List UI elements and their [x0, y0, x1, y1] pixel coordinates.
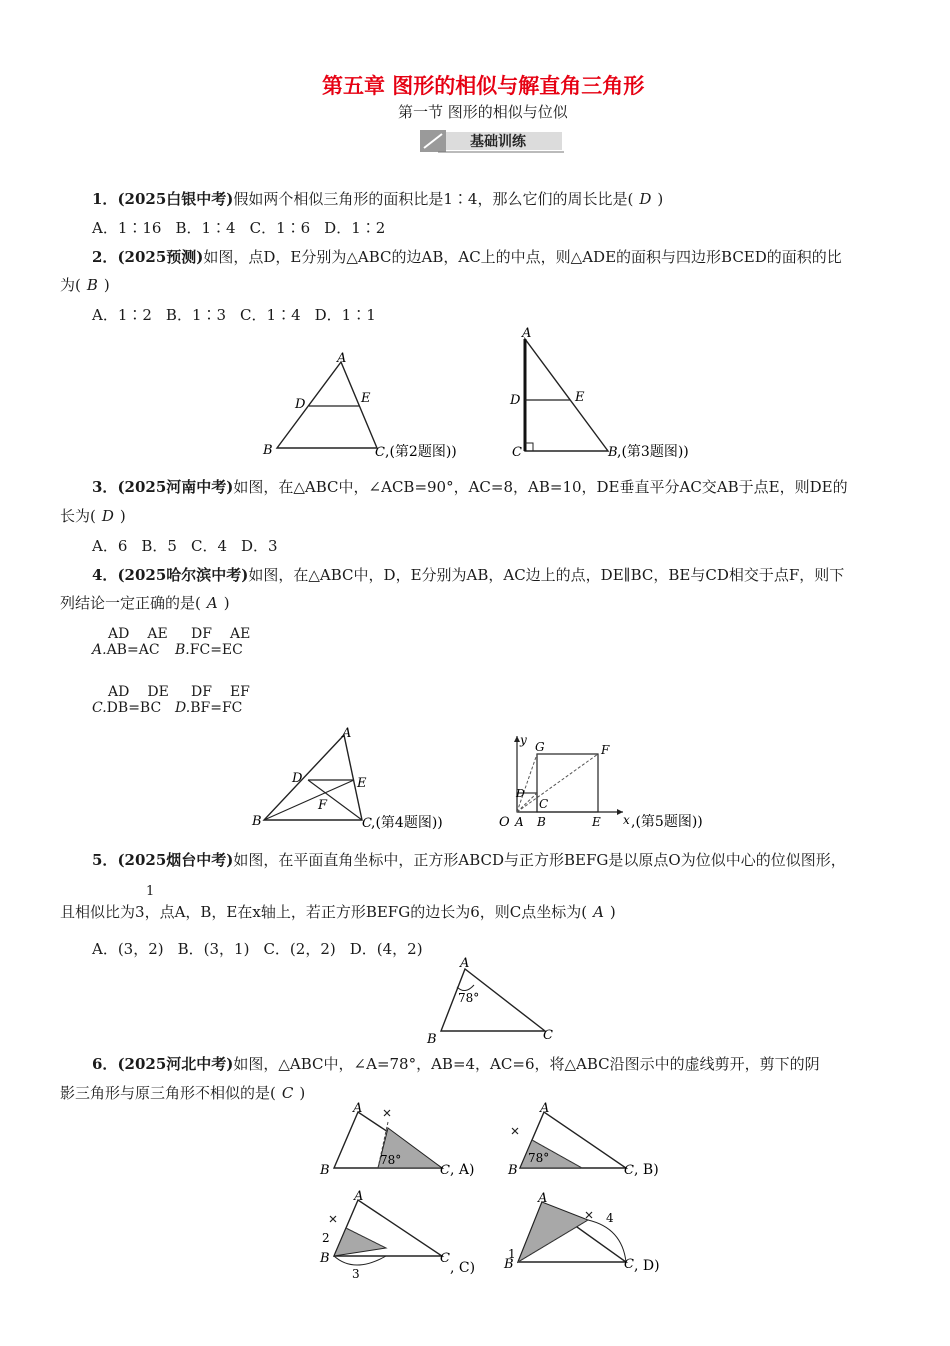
fig6c-label-a: A: [354, 1190, 364, 1204]
q3-option-c[interactable]: C．4: [190, 537, 227, 555]
fig4-caption: ,(第4题图)): [371, 815, 443, 831]
answer-3: D: [101, 507, 114, 525]
figure-5: [495, 730, 735, 835]
answer-5: A: [593, 903, 604, 921]
fig6a-angle: 78°: [380, 1153, 402, 1167]
q3-option-b[interactable]: B．5: [141, 537, 177, 555]
figure-6-option-a: [318, 1100, 488, 1182]
fig6b-caption: , B): [634, 1162, 659, 1178]
q2-options: [92, 304, 376, 325]
fig3-label-c: C: [512, 445, 522, 460]
fig2-caption: ,(第2题图)): [385, 444, 457, 460]
fig4-label-c: C: [362, 816, 372, 831]
fig6d-caption: , D): [634, 1258, 660, 1274]
q2-option-a[interactable]: A．1∶2: [92, 306, 152, 324]
q5-fraction-denominator: 3: [135, 903, 145, 921]
fig3-caption: ,(第3题图)): [617, 444, 689, 460]
fig6a-label-b: B: [320, 1163, 330, 1178]
fig6b-label-a: A: [540, 1101, 550, 1116]
section-subtitle: 第一节 图形的相似与位似: [398, 103, 568, 121]
fig5-label-g: G: [535, 740, 545, 754]
fig6c-length-3: 3: [352, 1267, 360, 1280]
fig2-label-c: C: [375, 445, 385, 460]
q3-options: [92, 535, 278, 556]
fig6d-length-1: 1: [508, 1247, 516, 1261]
fig6c-label-b: B: [320, 1251, 330, 1266]
question-1: 1．(2025白银中考)假如两个相似三角形的面积比是1∶4，那么它们的周长比是( D ): [92, 190, 664, 208]
fig5-label-o: O: [499, 815, 510, 830]
fig6b-label-c: C: [624, 1163, 634, 1178]
question-4-cont: 列结论一定正确的是( A ): [60, 594, 230, 612]
q3-option-a[interactable]: A．6: [92, 537, 128, 555]
q1-option-b[interactable]: B．1∶4: [175, 219, 236, 237]
figure-6-option-c: [318, 1190, 488, 1280]
q5-option-d[interactable]: D．(4，2): [349, 940, 423, 958]
fig3-label-a: A: [522, 326, 532, 341]
figure-6-option-d: [502, 1190, 672, 1280]
answer-6: C: [281, 1084, 294, 1102]
question-3: 3．(2025河南中考)如图，在△ABC中，∠ACB=90°，AC=8，AB=10，DE垂直平分AC交AB于点E，则DE的: [92, 478, 848, 496]
q4-option-b[interactable]: DF AE B.FC=EC: [175, 626, 251, 658]
fig4-label-f: F: [318, 798, 328, 813]
fig3-label-d: D: [510, 393, 521, 408]
q4-option-c[interactable]: AD DE C.DB=BC: [92, 684, 169, 716]
q2-option-c[interactable]: C．1∶4: [240, 306, 301, 324]
q5-option-c[interactable]: C．(2，2): [263, 940, 336, 958]
figure-4: [250, 725, 490, 835]
question-6: 6．(2025河北中考)如图，△ABC中，∠A=78°，AB=4，AC=6，将△ABC沿图示中的虚线剪开，剪下的阴: [92, 1055, 820, 1073]
fig6c-caption: , C): [450, 1260, 476, 1276]
basic-training-badge: [418, 128, 564, 154]
fig6-angle: 78°: [458, 991, 480, 1005]
q4-option-a[interactable]: AD AE A.AB=AC: [92, 626, 168, 658]
fig5-label-d: D: [516, 787, 525, 800]
chapter-title: 第五章 图形的相似与解直角三角形: [322, 74, 645, 98]
fig6-label-b: B: [427, 1032, 437, 1043]
answer-1: D: [639, 190, 652, 208]
q2-option-b[interactable]: B．1∶3: [165, 306, 227, 324]
fig3-label-b: B: [608, 445, 618, 460]
q5-option-a[interactable]: A．(3，2): [92, 940, 164, 958]
fig6-label-c: C: [543, 1028, 553, 1043]
question-3-cont: 长为( D ): [60, 507, 126, 525]
answer-2: B: [86, 276, 98, 294]
figure-6-option-b: [502, 1100, 672, 1182]
q2-option-d[interactable]: D．1∶1: [314, 306, 376, 324]
question-6-cont: 影三角形与原三角形不相似的是( C ): [60, 1084, 306, 1102]
q1-options: [92, 217, 385, 238]
fig5-label-c: C: [539, 797, 549, 811]
badge-text: 基础训练: [470, 134, 526, 150]
fig6b-label-b: B: [508, 1163, 518, 1178]
fig6a-caption: , A): [450, 1162, 475, 1178]
fig5-label-f: F: [601, 743, 610, 757]
fig3-label-e: E: [575, 390, 585, 405]
q1-option-d[interactable]: D．1∶2: [324, 219, 386, 237]
fig2-label-a: A: [337, 351, 347, 366]
answer-4: A: [206, 594, 218, 612]
fig6d-length-4: 4: [606, 1211, 614, 1225]
fig6d-label-a: A: [538, 1191, 548, 1206]
question-5-cont: 且相似比为3，点A，B，E在x轴上，若正方形BEFG的边长为6，则C点坐标为( A ): [60, 903, 616, 921]
q1-option-c[interactable]: C．1∶6: [249, 219, 311, 237]
fig6-label-a: A: [460, 956, 470, 971]
fig6a-label-c: C: [440, 1163, 450, 1178]
q1-option-a[interactable]: A．1∶16: [92, 219, 162, 237]
figure-6: [425, 955, 565, 1043]
fig5-label-e: E: [592, 815, 601, 829]
fig5-label-a: A: [515, 815, 524, 829]
fig4-label-b: B: [252, 814, 262, 829]
fig4-label-e: E: [357, 776, 367, 791]
q3-option-d[interactable]: D．3: [241, 537, 278, 555]
fig5-label-y: y: [520, 733, 527, 747]
question-2-cont: 为( B ): [60, 276, 110, 294]
fig6a-label-a: A: [353, 1101, 363, 1116]
fig2-label-b: B: [263, 443, 273, 458]
q5-option-b[interactable]: B．(3，1): [177, 940, 250, 958]
fig6b-angle: 78°: [528, 1151, 550, 1165]
fig5-caption: ,(第5题图)): [631, 814, 703, 830]
fig2-label-e: E: [361, 391, 371, 406]
fig6d-label-c: C: [624, 1257, 634, 1272]
fig5-label-b: B: [537, 815, 546, 829]
fig6c-length-2: 2: [322, 1231, 330, 1245]
fig6c-label-c: C: [440, 1251, 450, 1266]
question-5: 5．(2025烟台中考)如图，在平面直角坐标中，正方形ABCD与正方形BEFG是以原点O为位似中心的位似图形，: [92, 851, 846, 869]
figure-3: [500, 325, 740, 465]
question-2: 2．(2025预测)如图，点D，E分别为△ABC的边AB，AC上的中点，则△ADE的面积与四边形BCED的面积的比: [92, 248, 842, 266]
fig4-label-a: A: [342, 726, 352, 741]
q5-options: [92, 938, 423, 959]
fig5-label-x: x: [623, 813, 630, 827]
fig6d-label-b: B: [504, 1257, 514, 1272]
q4-option-d[interactable]: DF EF D.BF=FC: [175, 684, 250, 716]
q5-fraction-numerator: 1: [146, 884, 155, 899]
fig2-label-d: D: [295, 397, 306, 412]
question-4: 4．(2025哈尔滨中考)如图，在△ABC中，D，E分别为AB，AC边上的点，DE∥BC，BE与CD相交于点F，则下: [92, 566, 845, 584]
fig4-label-d: D: [292, 771, 303, 786]
figure-2: [255, 350, 495, 465]
